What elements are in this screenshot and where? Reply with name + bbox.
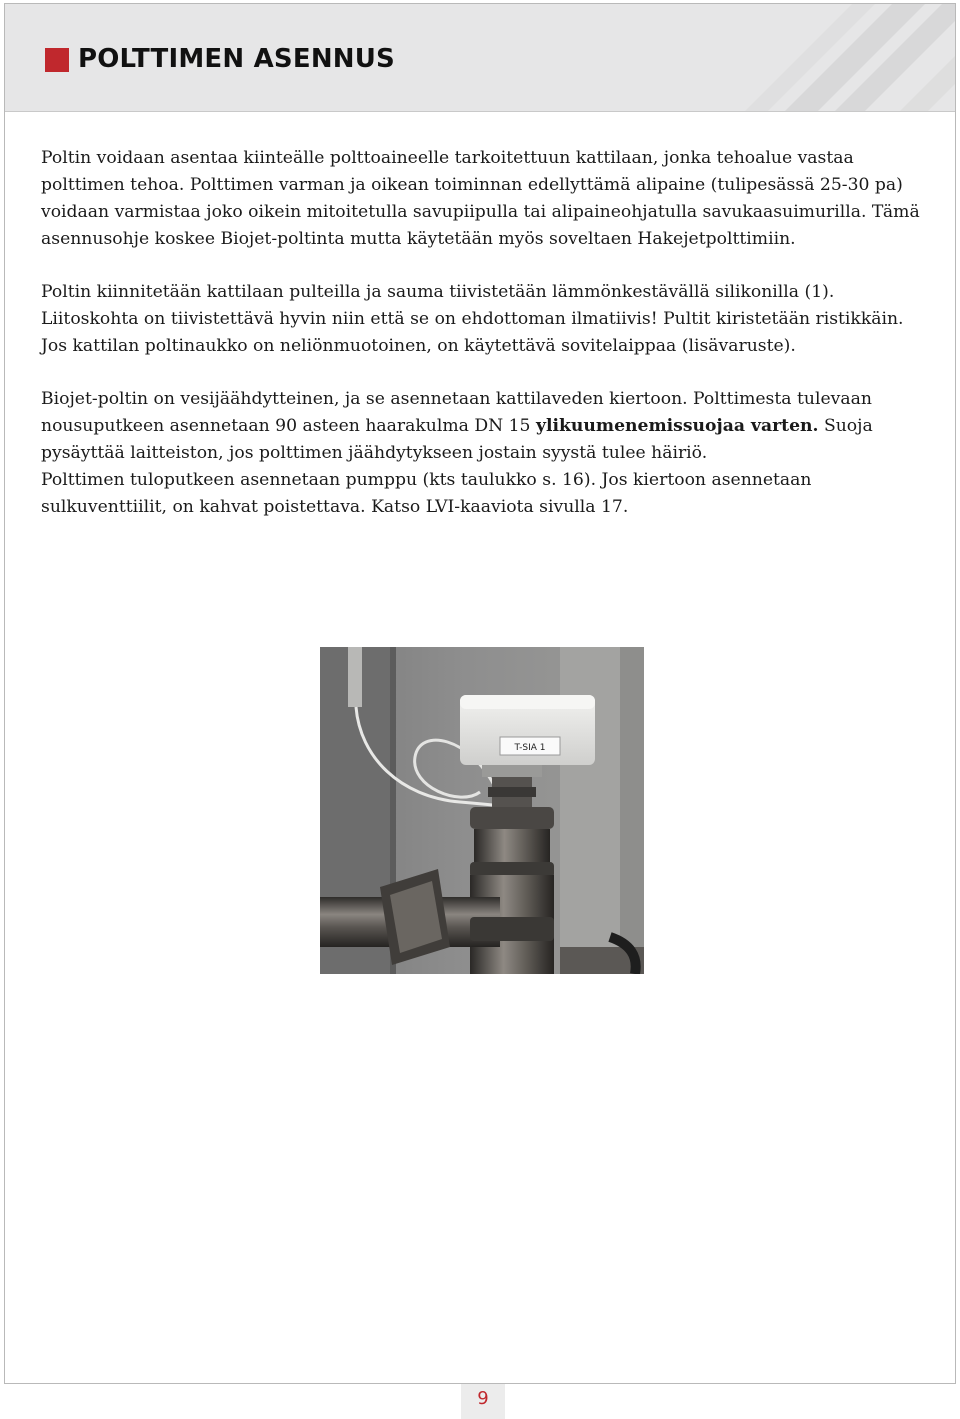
paragraph-mounting: Poltin kiinnitetään kattilaan pulteilla ja sauma tiivistetään lämmönkestävällä silikonilla (1). Liitoskohta on tiivistettävä hyvin niin että se on ehdottoman ilmatiivis! Pultit kiristetään ristikkäin. Jos kattilan poltinaukko on neliönmuotoinen, on käytettävä sovitelaippaa (lisävaruste). (41, 282, 904, 356)
valve-photo (320, 647, 644, 974)
paragraph-intro: Poltin voidaan asentaa kiinteälle polttoaineelle tarkoitettuun kattilaan, jonka tehoalue vastaa polttimen tehoa. Polttimen varman ja oikean toiminnan edellyttämä alipaine (tulipesässä 25-30 pa) voidaan varmistaa joko oikein mitoitetulla savupiipulla tai alipaineohjatulla savukaasuimurilla. Tämä asennusohje koskee Biojet-poltinta mutta käytetään myös soveltaen Hakejetpolttimiin. (41, 148, 920, 249)
body-text (41, 145, 926, 547)
title-accent-square (45, 48, 69, 72)
page-title: POLTTIMEN ASENNUS (78, 44, 395, 74)
page-number: 9 (477, 1388, 489, 1409)
paragraph-cooling: Biojet-poltin on vesijäähdytteinen, ja se asennetaan kattilaveden kiertoon. Polttimesta tulevaan nousuputkeen asennetaan 90 asteen haarakulma DN 15 ylikuumenemissuojaa varten. Suoja pysäyttää laitteiston, jos polttimen jäähdytykseen jostain syystä tulee häiriö. (41, 389, 873, 463)
valve-label: T-SIA 1 (514, 743, 546, 753)
page-header (5, 4, 955, 112)
header-decoration (725, 4, 955, 111)
overheat-protection-emphasis: ylikuumenemissuojaa varten. (535, 416, 819, 436)
page-number-box (461, 1384, 505, 1419)
paragraph-pump: Polttimen tuloputkeen asennetaan pumppu (kts taulukko s. 16). Jos kiertoon asennetaan sulkuventtiilit, on kahvat poistettava. Katso LVI-kaaviota sivulla 17. (41, 470, 812, 517)
